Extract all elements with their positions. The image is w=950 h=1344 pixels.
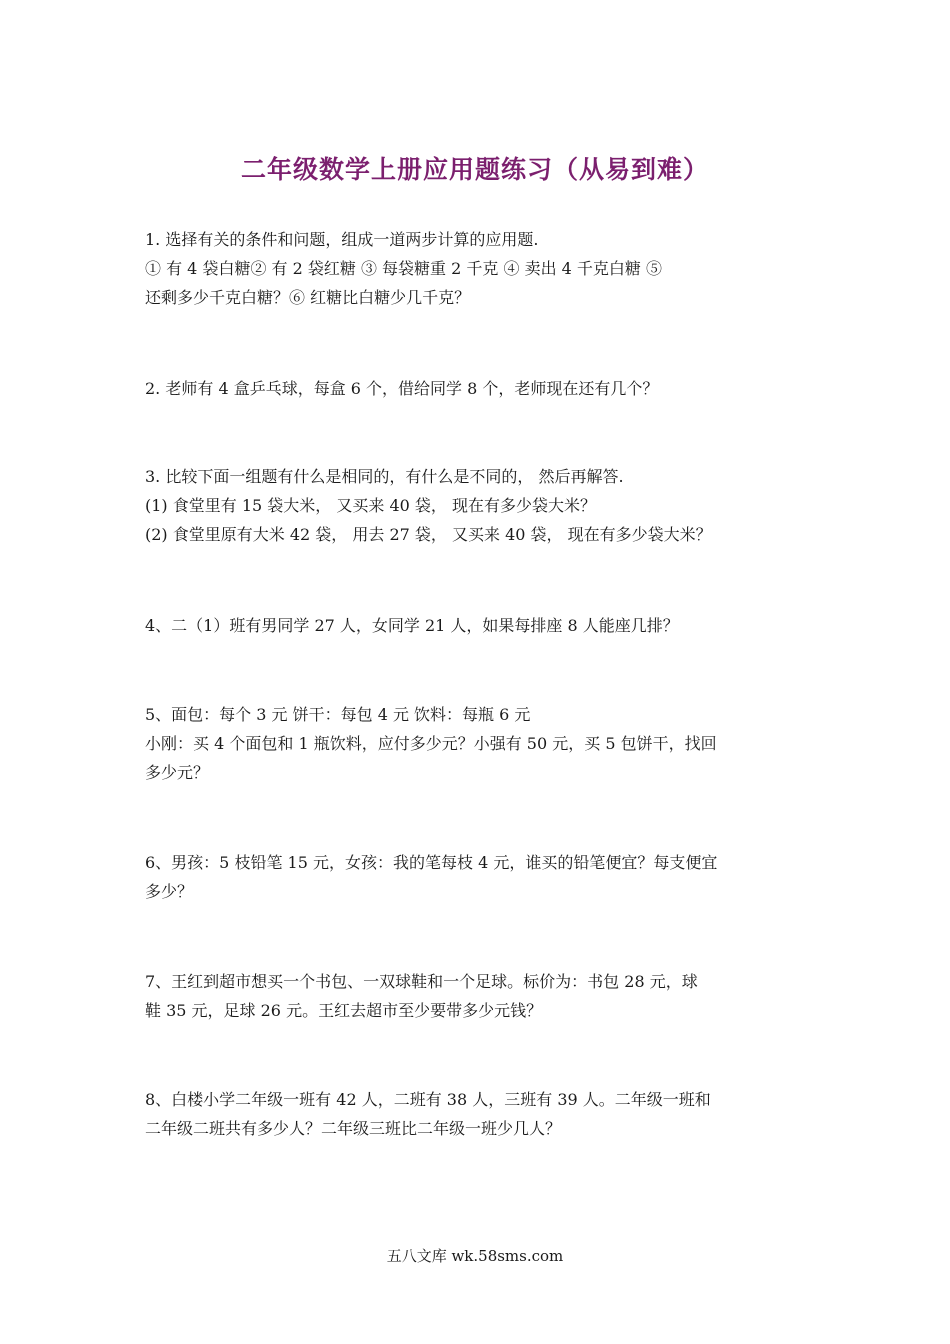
- question-2: [145, 374, 810, 403]
- question-line: 小刚：买 4 个面包和 1 瓶饮料，应付多少元？小强有 50 元，买 5 包饼干，找回: [145, 734, 717, 753]
- question-line: 8、白楼小学二年级一班有 42 人，二班有 38 人，三班有 39 人。二年级一班和: [145, 1090, 711, 1109]
- question-line: 多少？: [145, 882, 194, 901]
- question-5: [145, 700, 810, 787]
- question-3: [145, 462, 810, 549]
- question-line: 鞋 35 元，足球 26 元。王红去超市至少要带多少元钱？: [145, 1001, 543, 1020]
- question-line: (1) 食堂里有 15 袋大米， 又买来 40 袋， 现在有多少袋大米？: [145, 496, 596, 515]
- question-line: 4、二（1）班有男同学 27 人，女同学 21 人，如果每排座 8 人能座几排？: [145, 616, 679, 635]
- question-line: (2) 食堂里原有大米 42 袋， 用去 27 袋， 又买来 40 袋， 现在有多少袋大米？: [145, 525, 712, 544]
- question-line: 3. 比较下面一组题有什么是相同的，有什么是不同的， 然后再解答.: [145, 467, 624, 486]
- page-title: 二年级数学上册应用题练习（从易到难）: [240, 155, 709, 184]
- question-line: 2. 老师有 4 盒乒乓球，每盒 6 个，借给同学 8 个，老师现在还有几个？: [145, 379, 659, 398]
- question-line: 多少元？: [145, 763, 210, 782]
- question-4: [145, 611, 810, 640]
- question-8: [145, 1085, 810, 1143]
- question-line: 还剩多少千克白糖？⑥ 红糖比白糖少几千克？: [145, 288, 471, 307]
- page-footer: 五八文库 wk.58sms.com: [386, 1247, 564, 1265]
- question-line: ① 有 4 袋白糖② 有 2 袋红糖 ③ 每袋糖重 2 千克 ④ 卖出 4 千克白糖 ⑤: [145, 259, 663, 278]
- question-line: 二年级二班共有多少人？二年级三班比二年级一班少几人？: [145, 1119, 562, 1138]
- question-line: 7、王红到超市想买一个书包、一双球鞋和一个足球。标价为：书包 28 元，球: [145, 972, 698, 991]
- question-line: 5、面包：每个 3 元 饼干：每包 4 元 饮料：每瓶 6 元: [145, 705, 531, 724]
- question-line: 6、男孩：5 枝铅笔 15 元，女孩：我的笔每枝 4 元，谁买的铅笔便宜？每支便宜: [145, 853, 718, 872]
- question-6: [145, 848, 810, 906]
- question-7: [145, 967, 810, 1025]
- question-line: 1. 选择有关的条件和问题，组成一道两步计算的应用题.: [145, 230, 539, 249]
- question-1: [145, 225, 810, 312]
